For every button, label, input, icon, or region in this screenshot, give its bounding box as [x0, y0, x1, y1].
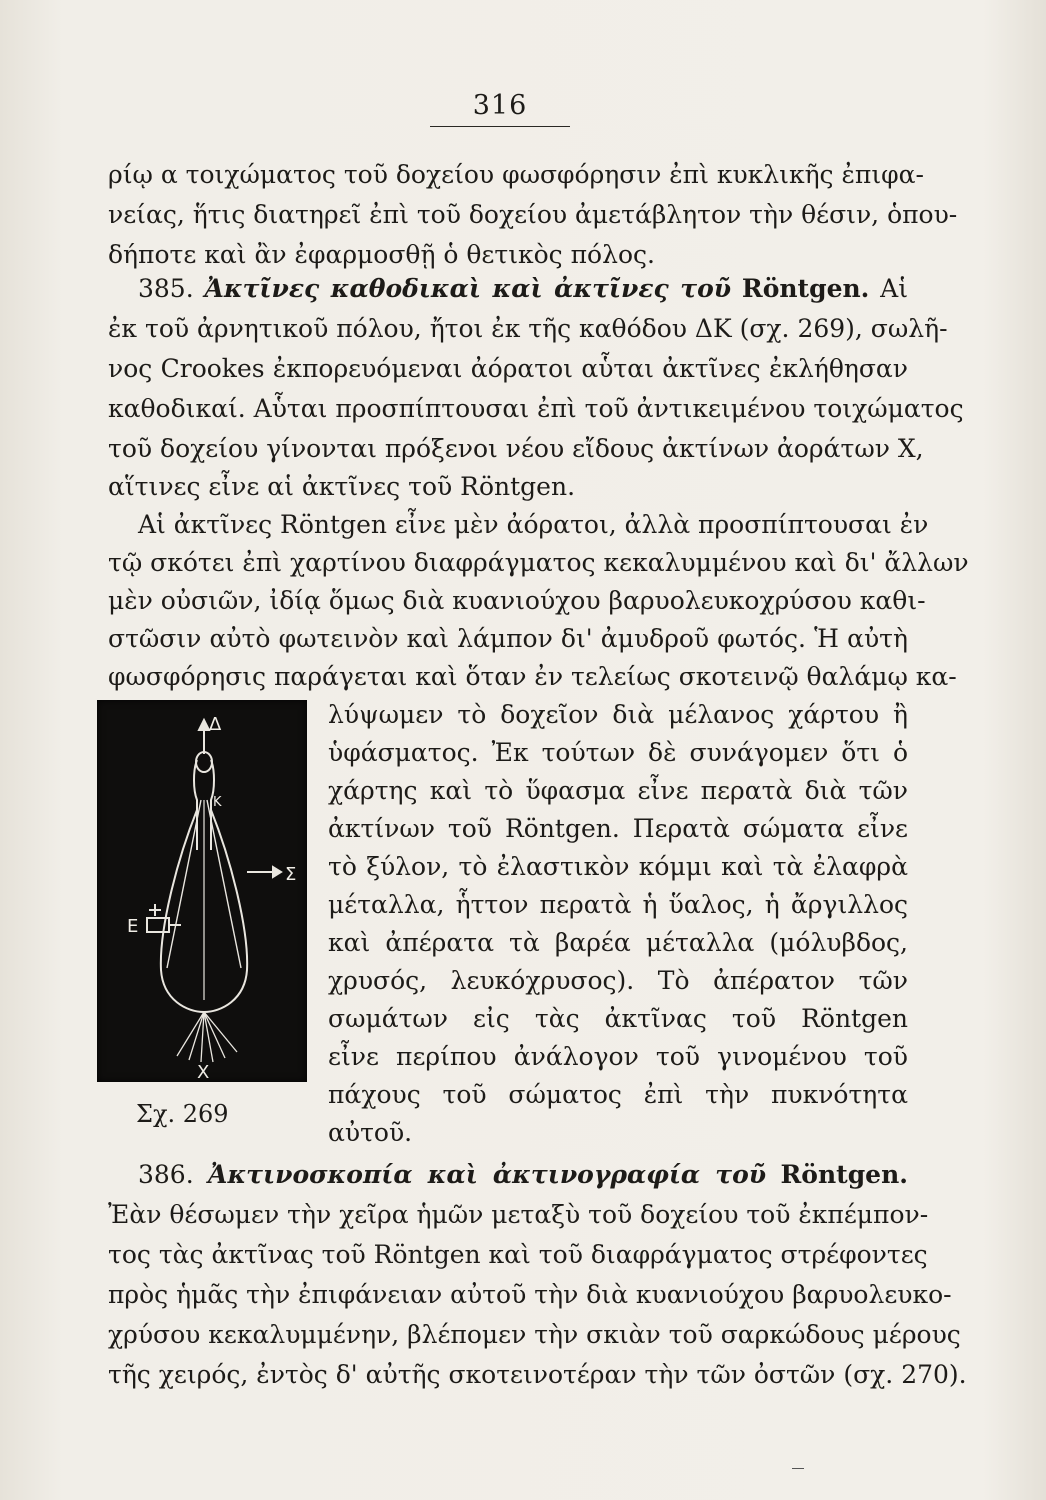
text-line: πάχους τοῦ σώματος ἐπὶ τὴν πυκνότητα	[328, 1080, 908, 1109]
text-line: τῷ σκότει ἐπὶ χαρτίνου διαφράγματος κεκαλυμμένου καὶ δι' ἄλλων	[108, 548, 969, 577]
text-line: ρίῳ α τοιχώματος τοῦ δοχείου φωσφόρησιν ἐπὶ κυκλικῆς ἐπιφα-	[108, 160, 924, 189]
figure-269-crookes-tube	[97, 700, 307, 1082]
text-line: μέταλλα, ἧττον περατὰ ἡ ὕαλος, ἡ ἄργιλλος	[328, 890, 908, 919]
section-385-heading	[138, 272, 908, 306]
text-line: εἶνε περίπου ἀνάλογον τοῦ γινομένου τοῦ	[328, 1042, 908, 1071]
x-ray	[204, 1012, 237, 1052]
text-line: λύψωμεν τὸ δοχεῖον διὰ μέλανος χάρτου ἢ	[328, 700, 908, 729]
header-rule	[430, 126, 570, 127]
label-x: X	[197, 1062, 210, 1082]
page-number: 316	[472, 90, 528, 121]
text-line: τῆς χειρός, ἐντὸς δ' αὐτῆς σκοτεινοτέραν τὴν τῶν ὀστῶν (σχ. 270).	[108, 1360, 967, 1389]
x-ray	[204, 1012, 213, 1062]
arrow-head-right	[273, 867, 281, 877]
cathode-cap	[196, 752, 212, 772]
label-sigma: Σ	[285, 864, 297, 885]
text-line: νος Crookes ἐκπορευόμεναι ἀόρατοι αὗται ἀκτῖνες ἐκλήθησαν	[108, 354, 908, 383]
text-line: πρὸς ἡμᾶς τὴν ἐπιφάνειαν αὐτοῦ τὴν διὰ κυανιούχου βαρυολευκο-	[108, 1280, 952, 1309]
text-line: ἀκτίνων τοῦ Röntgen. Περατὰ σώματα εἶνε	[328, 814, 908, 843]
label-delta: Δ	[209, 714, 222, 735]
text-line: δήποτε καὶ ἂν ἐφαρμοσθῇ ὁ θετικὸς πόλος.	[108, 240, 655, 269]
label-k: K	[213, 795, 222, 810]
section-title-name: Röntgen.	[741, 274, 870, 303]
text-line: τοῦ δοχείου γίνονται πρόξενοι νέου εἴδους ἀκτίνων ἀοράτων Χ,	[108, 434, 924, 463]
text-line: χρύσου κεκαλυμμένην, βλέπομεν τὴν σκιὰν τοῦ σαρκώδους μέρους	[108, 1320, 961, 1349]
text-line: στῶσιν αὐτὸ φωτεινὸν καὶ λάμπον δι' ἀμυδροῦ φωτός. Ἡ αὐτὴ	[108, 624, 908, 653]
text-line: μὲν οὐσιῶν, ἰδίᾳ ὅμως διὰ κυανιούχου βαρυολευκοχρύσου καθι-	[108, 586, 926, 615]
text-line: αὐτοῦ.	[328, 1118, 413, 1147]
section-title: Ἀκτῖνες καθοδικαὶ καὶ ἀκτῖνες τοῦ	[204, 274, 732, 303]
arrow-head-up	[199, 720, 209, 730]
text-line: ἐκ τοῦ ἀρνητικοῦ πόλου, ἤτοι ἐκ τῆς καθόδου ΔΚ (σχ. 269), σωλῆ-	[108, 314, 948, 343]
text-line: καὶ ἀπέρατα τὰ βαρέα μέταλλα (μόλυβδος,	[328, 928, 908, 957]
text-line: νείας, ἥτις διατηρεῖ ἐπὶ τοῦ δοχείου ἀμετάβλητον τὴν θέσιν, ὁπου-	[108, 200, 958, 229]
section-number: 385.	[138, 274, 194, 303]
section-title: Ἀκτινοσκοπία καὶ ἀκτινογραφία τοῦ	[208, 1160, 767, 1189]
text-line: χάρτης καὶ τὸ ὕφασμα εἶνε περατὰ διὰ τῶν	[328, 776, 908, 805]
printer-mark	[792, 1468, 804, 1469]
section-number: 386.	[138, 1160, 194, 1189]
x-ray	[177, 1012, 204, 1056]
section-lead: Αἱ	[880, 274, 909, 303]
text-line: αἵτινες εἶνε αἱ ἀκτῖνες τοῦ Röntgen.	[108, 472, 576, 501]
tube-neck	[194, 760, 197, 850]
text-line: ὑφάσματος. Ἐκ τούτων δὲ συνάγομεν ὅτι ὁ	[328, 738, 908, 767]
text-line: φωσφόρησις παράγεται καὶ ὅταν ἐν τελείως σκοτεινῷ θαλάμῳ κα-	[108, 662, 957, 691]
text-line: τὸ ξύλον, τὸ ἐλαστικὸν κόμμι καὶ τὰ ἐλαφρὰ	[328, 852, 908, 881]
text-line: Αἱ ἀκτῖνες Röntgen εἶνε μὲν ἀόρατοι, ἀλλὰ προσπίπτουσαι ἐν	[138, 510, 929, 539]
section-386-heading	[138, 1158, 908, 1192]
figure-caption: Σχ. 269	[136, 1100, 229, 1128]
text-line: σωμάτων εἰς τὰς ἀκτῖνας τοῦ Röntgen	[328, 1004, 908, 1033]
x-ray	[204, 1012, 225, 1058]
text-line: τος τὰς ἀκτῖνας τοῦ Röntgen καὶ τοῦ διαφράγματος στρέφοντες	[108, 1240, 928, 1269]
text-line: Ἐὰν θέσωμεν τὴν χεῖρα ἡμῶν μεταξὺ τοῦ δοχείου τοῦ ἐκπέμπον-	[108, 1200, 929, 1229]
section-title-name: Röntgen.	[780, 1160, 908, 1189]
label-epsilon: E	[127, 916, 139, 937]
text-line: χρυσός, λευκόχρυσος). Τὸ ἀπέρατον τῶν	[328, 966, 908, 995]
crookes-tube-illustration	[97, 700, 307, 1082]
text-line: καθοδικαί. Αὗται προσπίπτουσαι ἐπὶ τοῦ ἀντικειμένου τοιχώματος	[108, 394, 964, 423]
